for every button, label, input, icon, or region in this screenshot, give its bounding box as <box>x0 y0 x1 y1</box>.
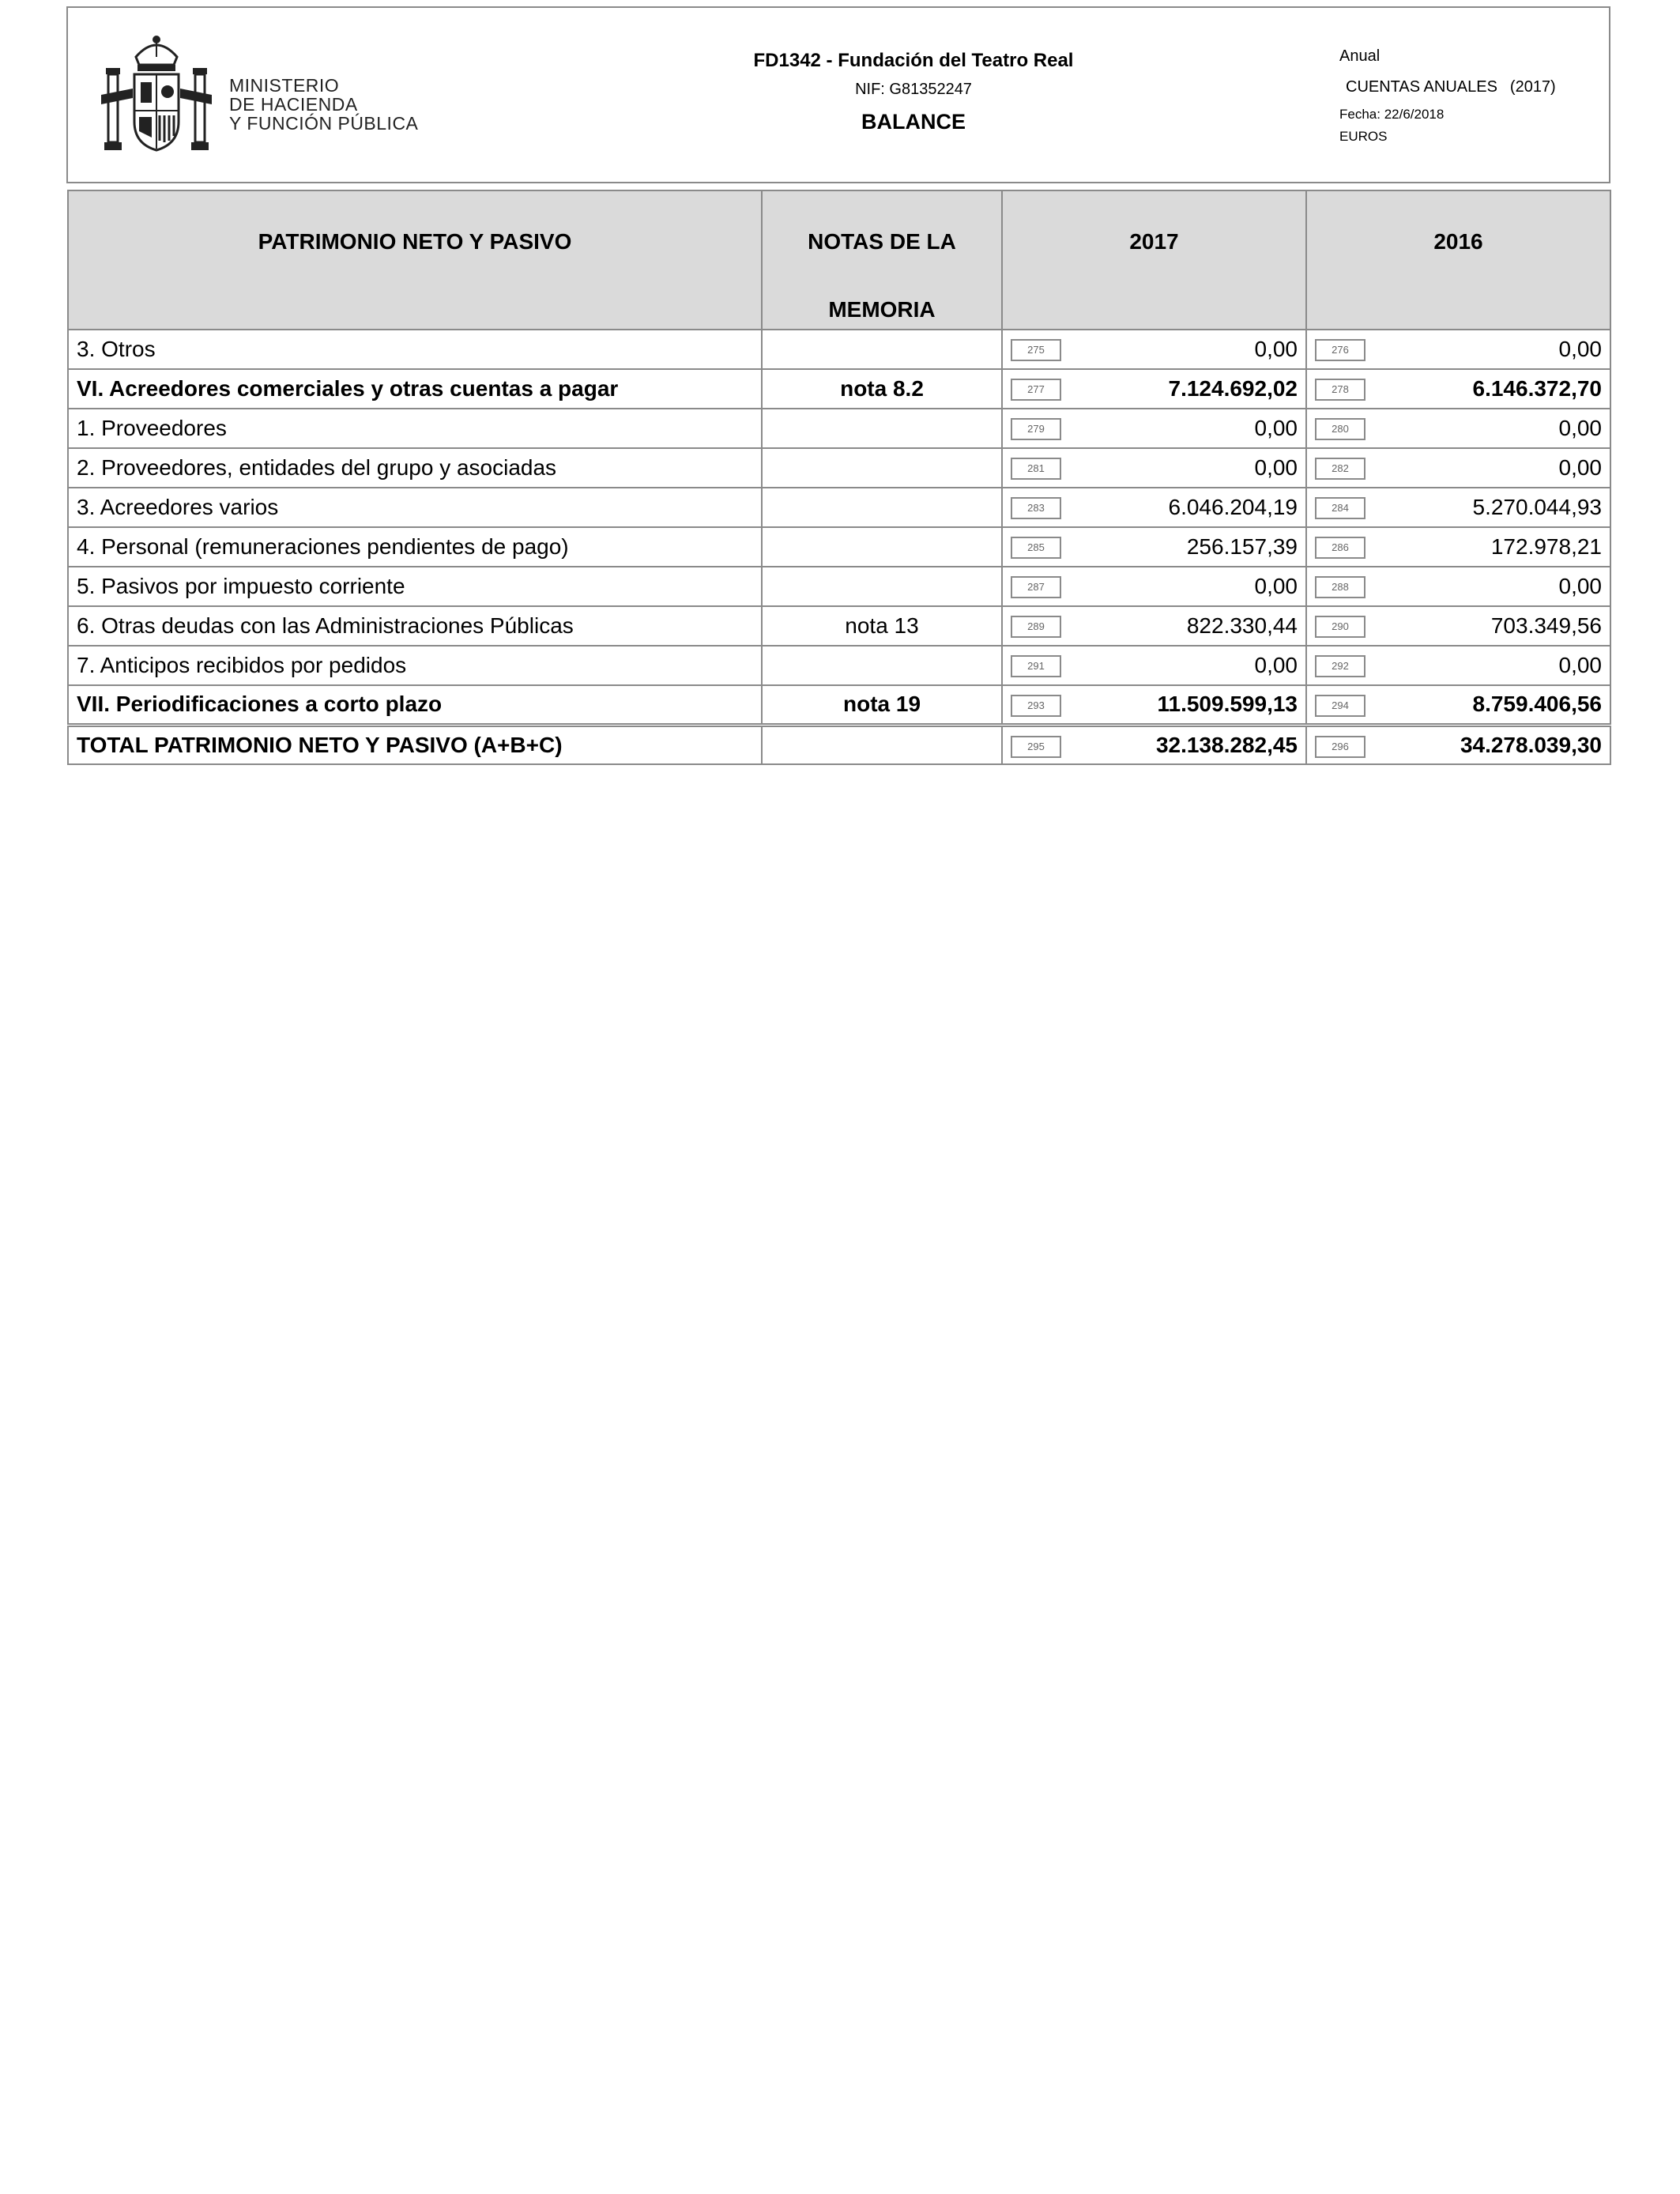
table-row <box>68 646 1610 685</box>
balance-table <box>67 190 1611 765</box>
field-code: 285 <box>1011 537 1061 559</box>
row-value-2017: 281 0,00 <box>1002 448 1306 488</box>
field-code: 289 <box>1011 616 1061 638</box>
row-value-2017: 293 11.509.599,13 <box>1002 685 1306 725</box>
row-value-2017: 285 256.157,39 <box>1002 527 1306 567</box>
field-code: 296 <box>1315 736 1365 758</box>
row-value-2017: 283 6.046.204,19 <box>1002 488 1306 527</box>
row-note <box>762 448 1002 488</box>
row-note <box>762 409 1002 448</box>
row-label: 3. Acreedores varios <box>68 488 762 527</box>
total-row <box>68 725 1610 764</box>
field-code: 277 <box>1011 379 1061 401</box>
row-label: TOTAL PATRIMONIO NETO Y PASIVO (A+B+C) <box>68 725 762 764</box>
row-note <box>762 330 1002 369</box>
row-label: VII. Periodificaciones a corto plazo <box>68 685 762 725</box>
table-row <box>68 685 1610 725</box>
row-note <box>762 567 1002 606</box>
row-value-2016: 290 703.349,56 <box>1306 606 1610 646</box>
row-label: 4. Personal (remuneraciones pendientes de pago) <box>68 527 762 567</box>
row-label: 3. Otros <box>68 330 762 369</box>
row-note: nota 8.2 <box>762 369 1002 409</box>
field-code: 279 <box>1011 418 1061 440</box>
field-code: 287 <box>1011 576 1061 598</box>
row-value-2017: 291 0,00 <box>1002 646 1306 685</box>
coat-of-arms-icon <box>96 33 217 160</box>
nif-label: NIF: G81352247 <box>855 81 972 98</box>
column-header-concept: PATRIMONIO NETO Y PASIVO <box>68 190 762 330</box>
row-value-2016: 288 0,00 <box>1306 567 1610 606</box>
period-label: Anual <box>1339 47 1381 65</box>
table-row <box>68 330 1610 369</box>
row-label: 2. Proveedores, entidades del grupo y asociadas <box>68 448 762 488</box>
table-row <box>68 567 1610 606</box>
field-code: 282 <box>1315 458 1365 480</box>
row-note <box>762 646 1002 685</box>
table-row <box>68 527 1610 567</box>
row-value-2016: 282 0,00 <box>1306 448 1610 488</box>
field-code: 290 <box>1315 616 1365 638</box>
row-value-2017: 275 0,00 <box>1002 330 1306 369</box>
report-name: BALANCE <box>861 110 966 134</box>
row-label: VI. Acreedores comerciales y otras cuentas a pagar <box>68 369 762 409</box>
row-value-2016: 278 6.146.372,70 <box>1306 369 1610 409</box>
field-code: 275 <box>1011 339 1061 361</box>
document-header <box>66 6 1610 183</box>
row-value-2017: 279 0,00 <box>1002 409 1306 448</box>
row-value-2016: 294 8.759.406,56 <box>1306 685 1610 725</box>
report-meta <box>1339 46 1600 145</box>
row-value-2017: 287 0,00 <box>1002 567 1306 606</box>
row-value-2017: 295 32.138.282,45 <box>1002 725 1306 764</box>
row-value-2017: 289 822.330,44 <box>1002 606 1306 646</box>
row-value-2016: 280 0,00 <box>1306 409 1610 448</box>
field-code: 286 <box>1315 537 1365 559</box>
table-row <box>68 606 1610 646</box>
field-code: 294 <box>1315 695 1365 717</box>
row-label: 1. Proveedores <box>68 409 762 448</box>
field-code: 292 <box>1315 655 1365 677</box>
row-value-2016: 296 34.278.039,30 <box>1306 725 1610 764</box>
field-code: 283 <box>1011 497 1061 519</box>
field-code: 288 <box>1315 576 1365 598</box>
table-row <box>68 369 1610 409</box>
field-code: 276 <box>1315 339 1365 361</box>
accounts-year: (2017) <box>1509 78 1556 96</box>
row-label: 7. Anticipos recibidos por pedidos <box>68 646 762 685</box>
ministry-name: MINISTERIO DE HACIENDA Y FUNCIÓN PÚBLICA <box>229 75 419 134</box>
row-note <box>762 725 1002 764</box>
report-date: Fecha: 22/6/2018 <box>1339 107 1445 122</box>
currency-label: EUROS <box>1339 129 1388 144</box>
row-label: 5. Pasivos por impuesto corriente <box>68 567 762 606</box>
field-code: 278 <box>1315 379 1365 401</box>
row-value-2016: 286 172.978,21 <box>1306 527 1610 567</box>
field-code: 293 <box>1011 695 1061 717</box>
field-code: 295 <box>1011 736 1061 758</box>
table-header-row <box>68 190 1610 330</box>
field-code: 284 <box>1315 497 1365 519</box>
field-code: 291 <box>1011 655 1061 677</box>
table-row <box>68 448 1610 488</box>
row-label: 6. Otras deudas con las Administraciones Públicas <box>68 606 762 646</box>
row-value-2016: 284 5.270.044,93 <box>1306 488 1610 527</box>
field-code: 281 <box>1011 458 1061 480</box>
row-value-2017: 277 7.124.692,02 <box>1002 369 1306 409</box>
document-title: FD1342 - Fundación del Teatro Real <box>753 50 1074 71</box>
row-note: nota 13 <box>762 606 1002 646</box>
field-code: 280 <box>1315 418 1365 440</box>
row-note: nota 19 <box>762 685 1002 725</box>
title-block <box>574 49 1253 136</box>
row-value-2016: 292 0,00 <box>1306 646 1610 685</box>
row-value-2016: 276 0,00 <box>1306 330 1610 369</box>
column-header-2016: 2016 <box>1306 190 1610 330</box>
accounts-type-label: CUENTAS ANUALES <box>1346 78 1497 96</box>
table-row <box>68 409 1610 448</box>
row-note <box>762 527 1002 567</box>
accounts-type <box>1339 76 1600 98</box>
column-header-2017: 2017 <box>1002 190 1306 330</box>
column-header-notes: NOTAS DE LA MEMORIA <box>762 190 1002 330</box>
row-note <box>762 488 1002 527</box>
table-row <box>68 488 1610 527</box>
